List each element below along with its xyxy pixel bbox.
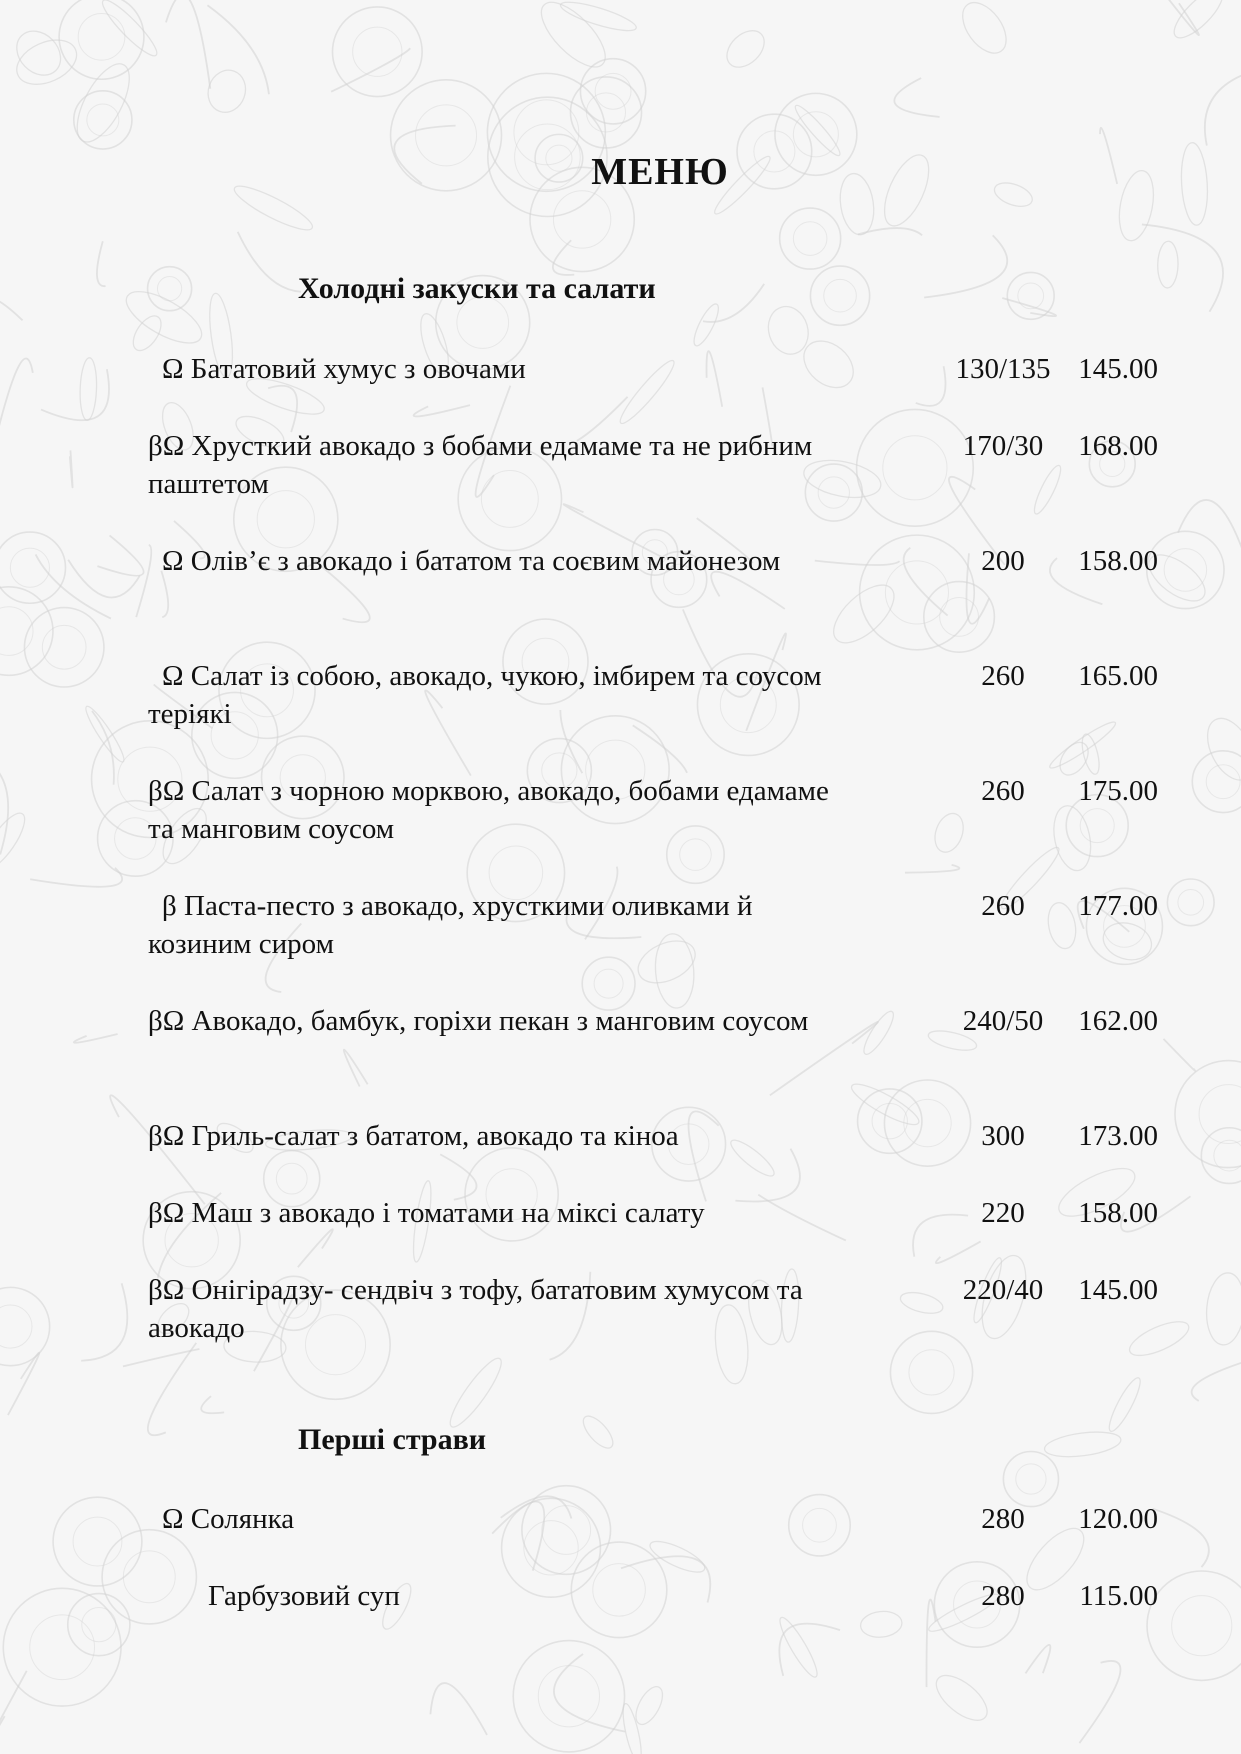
menu-item-weight: 200 [981,545,1025,577]
menu-item [148,350,1158,430]
menu-item-name: β Паста-песто з авокадо, хрусткими оливками й козиним сиром [148,890,753,960]
menu-item-weight: 260 [981,775,1025,807]
menu-item-name: Гарбузовий суп [208,1580,400,1612]
menu-item-weight: 260 [981,660,1025,692]
menu-item-weight: 220/40 [962,1274,1044,1306]
menu-item [148,1577,1158,1657]
menu-item [148,657,1158,737]
menu-item-weight: 240/50 [962,1005,1044,1037]
menu-item-name: βΩ Онігірадзу- сендвіч з тофу, бататовим хумусом та авокадо [148,1274,803,1344]
menu-item [148,887,1158,967]
menu-item-price: 120.00 [1078,1503,1158,1535]
menu-item [148,1002,1158,1082]
menu-item-price: 168.00 [1078,430,1158,462]
menu-item-weight: 300 [981,1120,1025,1152]
menu-item [148,1271,1158,1351]
menu-item-price: 173.00 [1078,1120,1158,1152]
menu-item-name: Ω Солянка [162,1503,295,1535]
menu-item-weight: 260 [981,890,1025,922]
section-title-cold-appetizers: Холодні закуски та салати [298,272,656,305]
menu-item-price: 145.00 [1078,1274,1158,1306]
menu-title: МЕНЮ [591,151,729,193]
menu-item-weight: 130/135 [955,353,1051,385]
menu-item-price: 175.00 [1078,775,1158,807]
menu-item-weight: 280 [981,1503,1025,1535]
menu-item [148,542,1158,622]
menu-item-name: βΩ Салат з чорною морквою, авокадо, бобами едамаме та манговим соусом [148,775,829,845]
menu-item-name: Ω Бататовий хумус з овочами [162,353,526,385]
menu-item-weight: 280 [981,1580,1025,1612]
menu-item-name: Ω Салат із собою, авокадо, чукою, імбирем та соусом теріякі [148,660,822,730]
menu-item-name: βΩ Гриль-салат з бататом, авокадо та кіноа [148,1120,679,1152]
menu-item-price: 162.00 [1078,1005,1158,1037]
menu-item-weight: 220 [981,1197,1025,1229]
menu-item-price: 165.00 [1078,660,1158,692]
menu-item-name: Ω Олів’є з авокадо і бататом та соєвим майонезом [162,545,781,577]
menu-item-price: 177.00 [1078,890,1158,922]
menu-item-price: 115.00 [1079,1580,1158,1612]
menu-item [148,1500,1158,1580]
menu-item-name: βΩ Маш з авокадо і томатами на міксі салату [148,1197,705,1229]
menu-item-weight: 170/30 [962,430,1044,462]
menu-item [148,427,1158,507]
menu-item-price: 158.00 [1078,1197,1158,1229]
menu-item-name: βΩ Хрусткий авокадо з бобами едамаме та не рибним паштетом [148,430,813,500]
menu-item [148,1117,1158,1197]
section-title-first-courses: Перші страви [298,1423,487,1456]
menu-item [148,1194,1158,1274]
menu-item-name: βΩ Авокадо, бамбук, горіхи пекан з манговим соусом [148,1005,809,1037]
menu-item-price: 145.00 [1078,353,1158,385]
menu-item-price: 158.00 [1078,545,1158,577]
menu-item [148,772,1158,852]
